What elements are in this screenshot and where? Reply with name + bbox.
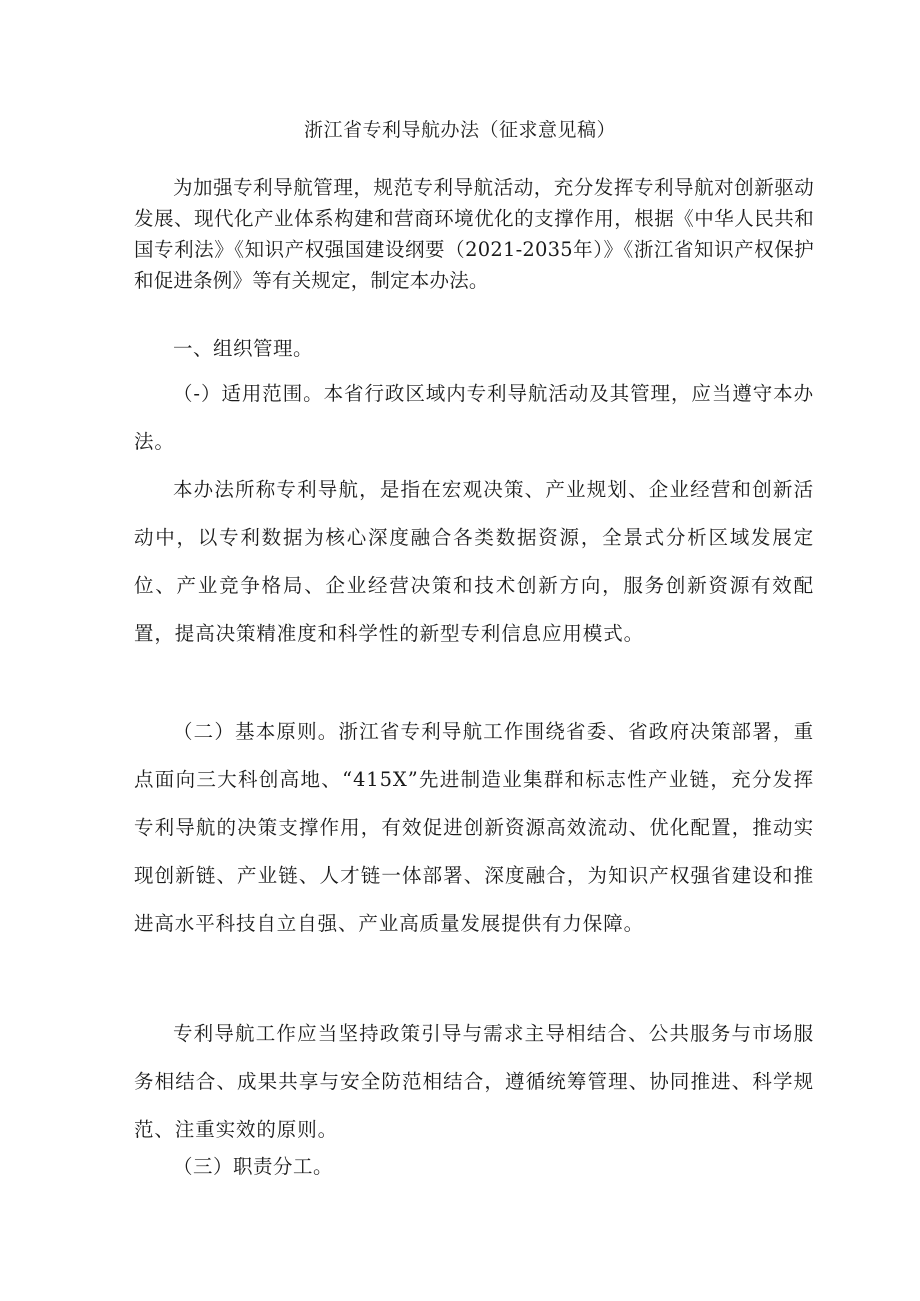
item-principles-paragraph: （二）基本原则。浙江省专利导航工作围绕省委、省政府决策部署，重点面向三大科创高地、“415X”先进制造业集群和标志性产业链，充分发挥专利导航的决策支撑作用，有效促进创新资源高效流动、优化配置，推动实现创新链、产业链、人才链一体部署、深度融合，为知识产权强省建设和推进高水平科技自立自强、产业高质量发展提供有力保障。 [134,720,814,935]
intro-paragraph: 为加强专利导航管理，规范专利导航活动，充分发挥专利导航对创新驱动发展、现代化产业体系构建和营商环境优化的支撑作用，根据《中华人民共和国专利法》《知识产权强国建设纲要（2021-2035年）》《浙江省知识产权保护和促进条例》等有关规定，制定本办法。 [134,176,814,292]
principles-detail-paragraph: 专利导航工作应当坚持政策引导与需求主导相结合、公共服务与市场服务相结合、成果共享与安全防范相结合，遵循统筹管理、协同推进、科学规范、注重实效的原则。 [134,1022,814,1141]
document-title: 浙江省专利导航办法（征求意见稿） [303,119,616,141]
section-heading-organization: 一、组织管理。 [173,337,314,360]
definition-paragraph: 本办法所称专利导航，是指在宏观决策、产业规划、企业经营和创新活动中，以专利数据为核心深度融合各类数据资源，全景式分析区域发展定位、产业竞争格局、企业经营决策和技术创新方向，服务创新资源有效配置，提高决策精准度和科学性的新型专利信息应用模式。 [134,478,814,645]
item-responsibilities-heading: （三）职责分工。 [173,1155,334,1178]
item-scope-paragraph: （-）适用范围。本省行政区域内专利导航活动及其管理，应当遵守本办法。 [134,382,814,453]
